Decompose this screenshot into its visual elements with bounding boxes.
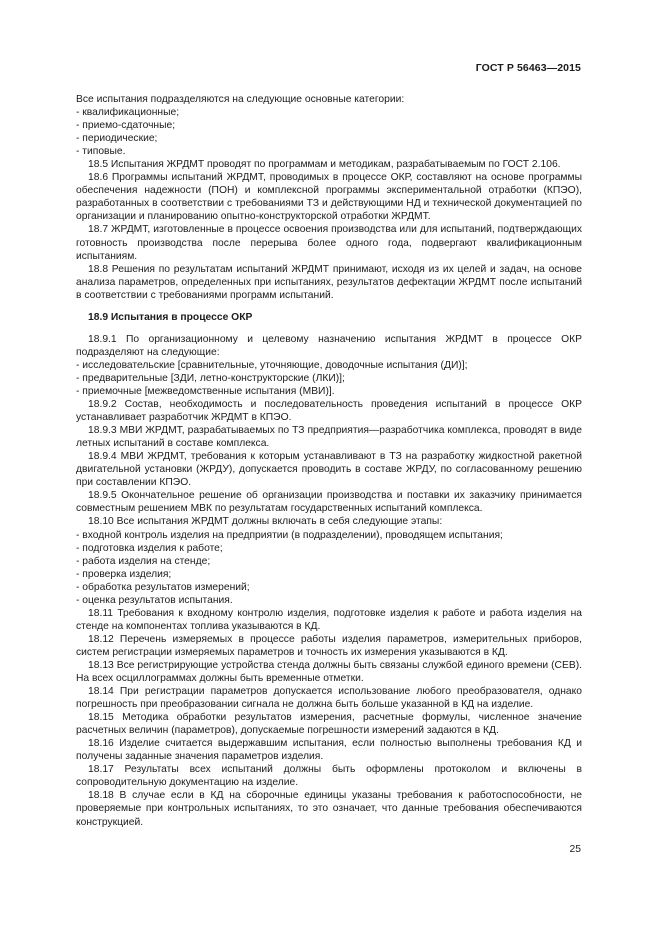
list-item: - приемо-сдаточные;	[76, 120, 176, 132]
clause-18-6: 18.6 Программы испытаний ЖРДМТ, проводимых в процессе ОКР, составляют на основе программы обеспечения надежности (ПОН) и комплексной программы экспериментальной отработки (КПЭО), разработанных в соответствии с требованиями ТЗ и действующими НД и технической документацией по организации и планированию опытно-конструкторской отработки ЖРДМТ.	[76, 172, 582, 223]
clause-18-9-4: 18.9.4 МВИ ЖРДМТ, требования к которым устанавливают в ТЗ на разработку жидкостной ракетной двигательной установки (ЖРДУ), допускается проводить в составе ЖРДУ, по согласованному решению при составлении КПЭО.	[76, 451, 582, 489]
list-item: - обработка результатов измерений;	[76, 581, 250, 593]
list-item: - подготовка изделия к работе;	[76, 542, 223, 554]
list-item: - входной контроль изделия на предприятии (в подразделении), проводящем испытания;	[76, 529, 503, 541]
clause-18-9-3: 18.9.3 МВИ ЖРДМТ, разрабатываемых по ТЗ предприятия—разработчика комплекса, проводят в виде летных испытаний в составе комплекса.	[76, 425, 582, 450]
clause-18-17: 18.17 Результаты всех испытаний должны быть оформлены протоколом и включены в сопроводительную документацию на изделие.	[76, 764, 582, 789]
list-item: - работа изделия на стенде;	[76, 555, 211, 567]
paragraph: Все испытания подразделяются на следующие основные категории:	[76, 94, 405, 105]
clause-18-5: 18.5 Испытания ЖРДМТ проводят по программам и методикам, разрабатываемым по ГОСТ 2.106.	[88, 159, 561, 171]
document-body	[76, 93, 582, 829]
clause-18-13: 18.13 Все регистрирующие устройства стенда должны быть связаны службой единого времени (СЕВ). На всех осциллограммах должны быть временные отметки.	[76, 659, 582, 685]
clause-18-15: 18.15 Методика обработки результатов измерения, расчетные формулы, численное значение расчетных величин (параметров), допускаемые погрешности измерений задаются в КД.	[76, 712, 582, 737]
clause-18-9-2: 18.9.2 Состав, необходимость и последовательность проведения испытаний в процессе ОКР устанавливает разработчик ЖРДМТ в КПЭО.	[76, 399, 582, 424]
clause-18-11: 18.11 Требования к входному контролю изделия, подготовке изделия к работе и работа изделия на стенде на компонентах топлива указываются в КД.	[76, 607, 582, 632]
clause-18-18: 18.18 В случае если в КД на сборочные единицы указаны требования к работоспособности, не проверяемые при контрольных испытаниях, то это означает, что данные требования обеспечиваются конструкцией.	[76, 790, 582, 828]
list-item: - типовые.	[76, 146, 126, 158]
clause-18-12: 18.12 Перечень измеряемых в процессе работы изделия параметров, измерительных приборов, систем регистрации измеряемых параметров и точность их измерения указываются в КД.	[76, 633, 582, 658]
standard-number-header: ГОСТ Р 56463—2015	[475, 62, 581, 74]
clause-18-14: 18.14 При регистрации параметров допускается использование любого преобразователя, однако погрешность при преобразовании сигнала не должна быть больше указанной в КД на изделие.	[76, 686, 582, 711]
clause-18-7: 18.7 ЖРДМТ, изготовленные в процессе освоения производства или для испытаний, подтверждающих готовность производства после перерыва более одного года, подвергают квалификационным испытаниям.	[76, 224, 582, 262]
list-item: - периодические;	[76, 133, 158, 145]
clause-18-9-1: 18.9.1 По организационному и целевому назначению испытания ЖРДМТ в процессе ОКР подразделяют на следующие:	[76, 333, 582, 358]
page-number: 25	[569, 844, 581, 855]
list-item: - предварительные [ЗДИ, летно-конструкторские (ЛКИ)];	[76, 372, 345, 384]
list-item: - приемочные [межведомственные испытания (МВИ)].	[76, 385, 335, 397]
list-item: - проверка изделия;	[76, 568, 172, 580]
list-item: - исследовательские [сравнительные, уточняющие, доводочные испытания (ДИ)];	[76, 359, 468, 371]
list-item: - квалификационные;	[76, 107, 180, 119]
clause-18-9-5: 18.9.5 Окончательное решение об организации производства и поставки их заказчику принимается совместным решением МВК по результатам государственных испытаний комплекса.	[76, 490, 582, 515]
clause-18-10: 18.10 Все испытания ЖРДМТ должны включать в себя следующие этапы:	[88, 516, 443, 528]
section-heading-18-9: 18.9 Испытания в процессе ОКР	[88, 311, 253, 323]
clause-18-16: 18.16 Изделие считается выдержавшим испытания, если полностью выполнены требования КД и получены заданные значения параметров изделия.	[76, 738, 582, 763]
list-item: - оценка результатов испытания.	[76, 594, 233, 606]
clause-18-8: 18.8 Решения по результатам испытаний ЖРДМТ принимают, исходя из их целей и задач, на основе анализа параметров, определенных при испытаниях, результатов дефектации ЖРДМТ после испытаний в соответствии с требованиями программ испытаний.	[76, 263, 582, 301]
